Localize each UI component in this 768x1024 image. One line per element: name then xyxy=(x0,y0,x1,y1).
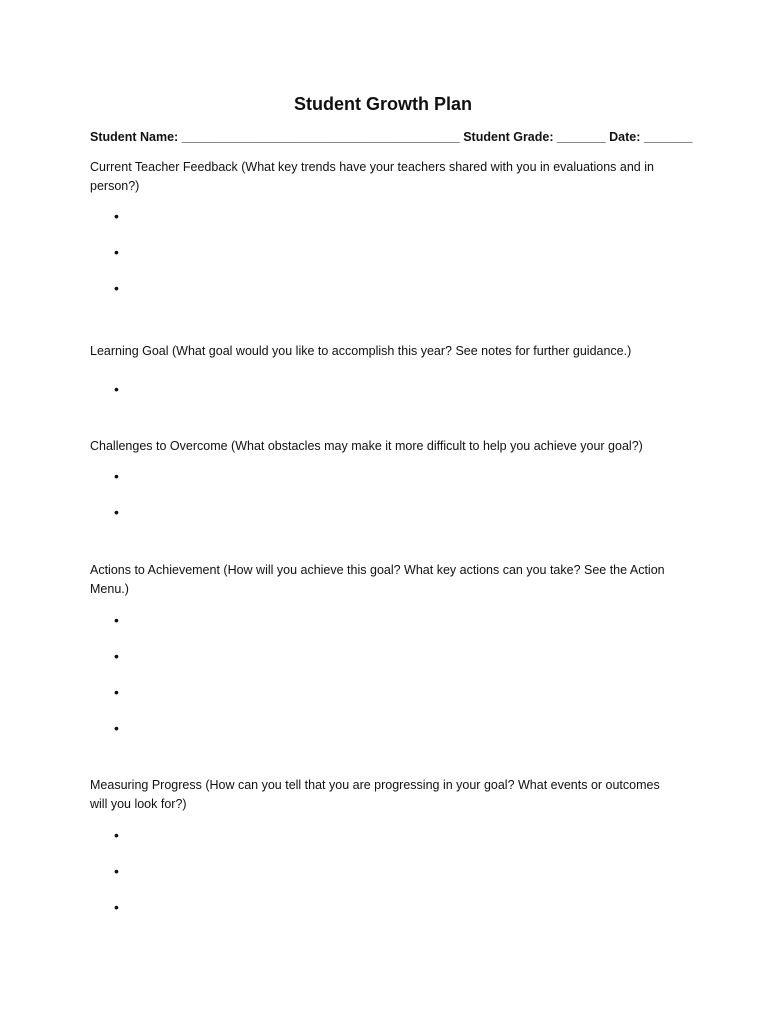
section-teacher-feedback xyxy=(90,158,680,317)
list-item xyxy=(90,649,680,685)
bullet-icon: • xyxy=(114,827,119,843)
section-measuring-progress xyxy=(90,776,680,936)
list-item xyxy=(90,685,680,721)
bullet-icon: • xyxy=(114,380,119,397)
list-item xyxy=(90,469,680,505)
section-prompt: Current Teacher Feedback (What key trends have your teachers shared with you in evaluations and in person?) xyxy=(90,160,654,193)
list-item xyxy=(90,281,680,317)
list-item xyxy=(90,613,680,649)
list-item xyxy=(90,382,680,418)
bullet-icon: • xyxy=(114,244,119,260)
section-actions xyxy=(90,561,680,757)
list-item xyxy=(90,864,680,900)
section-learning-goal xyxy=(90,342,680,418)
bullet-list xyxy=(90,469,680,541)
bullet-icon: • xyxy=(114,899,119,915)
section-prompt: Challenges to Overcome (What obstacles may make it more difficult to help you achieve your goal?) xyxy=(90,439,643,453)
bullet-icon: • xyxy=(114,612,119,628)
bullet-list xyxy=(90,828,680,936)
bullet-icon: • xyxy=(114,863,119,879)
list-item xyxy=(90,900,680,936)
bullet-list xyxy=(90,613,680,757)
section-challenges xyxy=(90,437,680,541)
bullet-icon: • xyxy=(114,503,119,520)
list-item xyxy=(90,245,680,281)
list-item xyxy=(90,828,680,864)
page-title: Student Growth Plan xyxy=(294,94,472,114)
bullet-icon: • xyxy=(114,208,119,224)
bullet-icon: • xyxy=(114,467,119,484)
bullet-icon: • xyxy=(114,648,119,664)
bullet-icon: • xyxy=(114,684,119,700)
list-item xyxy=(90,721,680,757)
list-item xyxy=(90,505,680,541)
student-info-line: Student Name: ________________________________________ Student Grade: _______ Date: _______ xyxy=(90,130,693,144)
bullet-list xyxy=(90,382,680,418)
bullet-icon: • xyxy=(114,280,119,296)
bullet-list xyxy=(90,209,680,317)
section-prompt: Learning Goal (What goal would you like to accomplish this year? See notes for further guidance.) xyxy=(90,344,632,358)
section-prompt: Measuring Progress (How can you tell that you are progressing in your goal? What events or outcomes will you look for?) xyxy=(90,778,660,811)
list-item xyxy=(90,209,680,245)
bullet-icon: • xyxy=(114,720,119,736)
section-prompt: Actions to Achievement (How will you achieve this goal? What key actions can you take? See the Action Menu.) xyxy=(90,563,665,596)
